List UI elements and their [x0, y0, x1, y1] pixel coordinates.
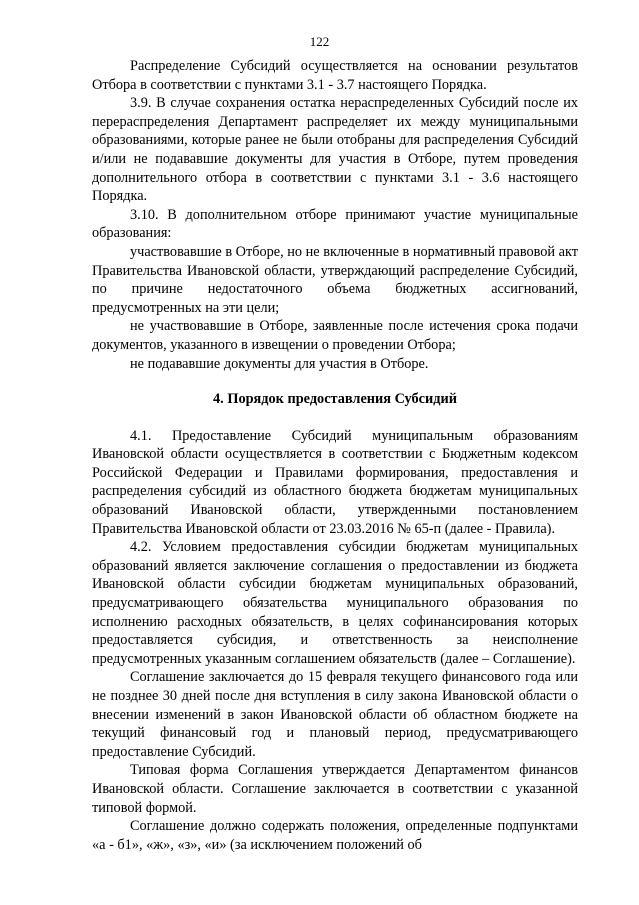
list-item: не подававшие документы для участия в Отборе.: [130, 355, 429, 372]
paragraph: Типовая форма Соглашения утверждается Департаментом финансов Ивановской области. Соглашение заключается в соответствии с указанной типовой формой.: [92, 762, 578, 816]
paragraph: 4.1. Предоставление Субсидий муниципальным образованиям Ивановской области осуществляется в соответствии с Бюджетным кодексом Российской Федерации и Правилами формирования, предоставления и распределения субсидий из областного бюджета бюджетам муниципальных образований Ивановской области, утвержденными постановлением Правительства Ивановской области от 23.03.2016 № 65-п (далее - Правила).: [92, 427, 578, 537]
paragraph: 3.9. В случае сохранения остатка нераспределенных Субсидий после их перераспределения Департамент распределяет их между муниципальными образованиями, которые ранее не были отобраны для распределения Субсидий и/или не подававшие документы для участия в Отборе, путем проведения дополнительного отбора в соответствии с пунктами 3.1 - 3.6 настоящего Порядка.: [92, 95, 578, 205]
list-item: участвовавшие в Отборе, но не включенные в нормативный правовой акт Правительства Ивановской области, утверждающий распределение Субсидий, по причине недостаточного объема бюджетных ассигнований, предусмотренных на эти цели;: [92, 243, 578, 316]
section-heading: 4. Порядок предоставления Субсидий: [213, 391, 457, 408]
paragraph: Соглашение должно содержать положения, определенные подпунктами «а - б1», «ж», «з», «и» (за исключением положений об: [92, 818, 578, 853]
paragraph: 3.10. В дополнительном отборе принимают участие муниципальные образования:: [92, 206, 578, 242]
page-number: 122: [309, 34, 330, 49]
paragraph: Соглашение заключается до 15 февраля текущего финансового года или не позднее 30 дней после дня вступления в силу закона Ивановской области о внесении изменений в закон Ивановской области об областном бюджете на текущий финансовый год и плановый период, предусматривающего предоставление Субсидий.: [92, 669, 578, 760]
document-body: [92, 57, 578, 854]
paragraph: 4.2. Условием предоставления субсидии бюджетам муниципальных образований является заключение соглашения о предоставлении из бюджета Ивановской области субсидии бюджетам муниципальных образований, предусматривающего обязательства муниципального образования по исполнению расходных обязательств, в целях софинансирования которых предоставляется субсидия, и ответственность за неисполнение предусмотренных указанным соглашением обязательств (далее – Соглашение).: [92, 539, 578, 667]
list-item: не участвовавшие в Отборе, заявленные после истечения срока подачи документов, указанного в извещении о проведении Отбора;: [92, 318, 578, 353]
paragraph: Распределение Субсидий осуществляется на основании результатов Отбора в соответствии с пунктами 3.1 - 3.7 настоящего Порядка.: [92, 58, 578, 93]
